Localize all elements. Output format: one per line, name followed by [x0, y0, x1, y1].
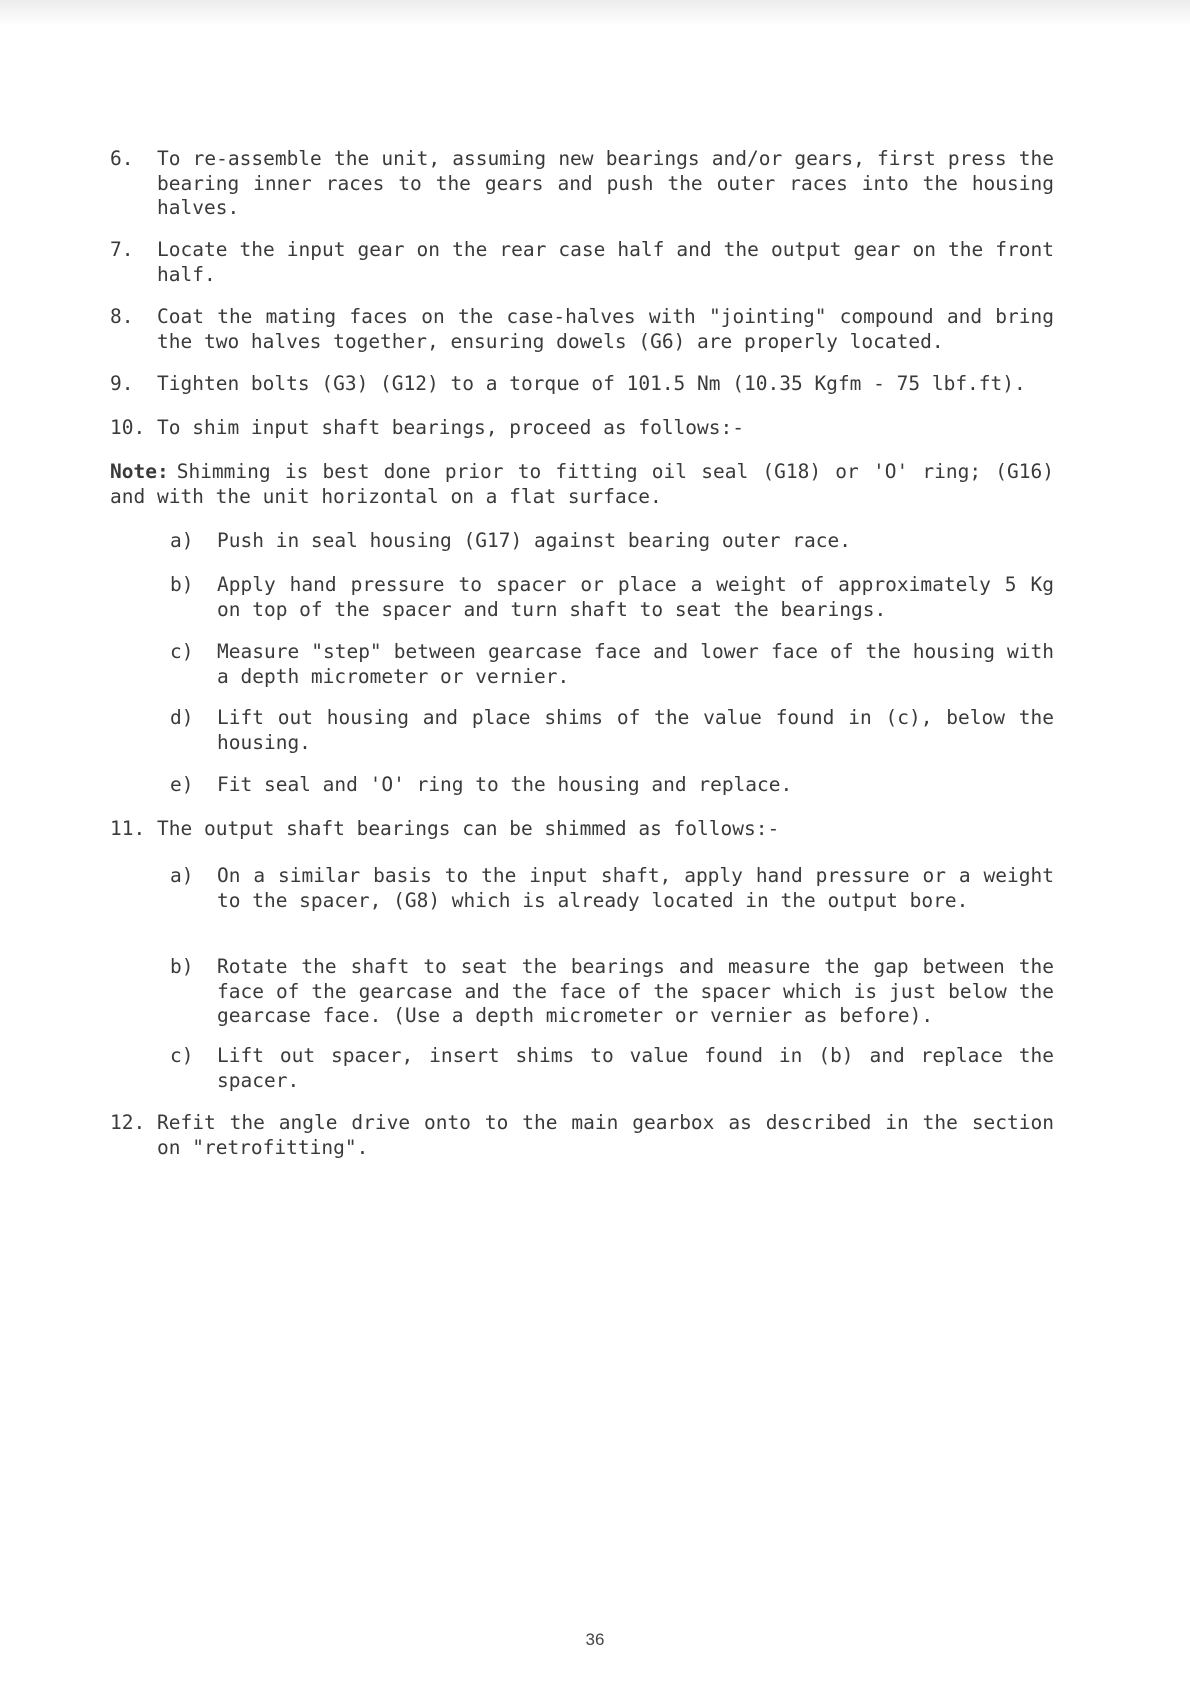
note-label: Note:	[110, 460, 169, 483]
sub-item-10a	[170, 529, 1054, 554]
item-number: 7.	[110, 238, 134, 261]
sub-item-letter: a)	[170, 864, 194, 887]
sub-item-11a	[170, 864, 1054, 913]
sub-item-text: Lift out spacer, insert shims to value found in (b) and replace the spacer.	[217, 1044, 1054, 1092]
sub-item-letter: a)	[170, 529, 194, 552]
item-text: The output shaft bearings can be shimmed as follows:-	[157, 817, 780, 840]
sub-item-letter: c)	[170, 1044, 194, 1067]
note-text: Shimming is best done prior to fitting oil seal (G18) or 'O' ring; (G16) and with the unit horizontal on a flat surface.	[110, 460, 1054, 508]
sub-item-letter: e)	[170, 773, 194, 796]
item-text: Refit the angle drive onto to the main gearbox as described in the section on "retrofitting".	[157, 1111, 1054, 1159]
list-item-12	[110, 1111, 1054, 1160]
item-number: 11.	[110, 817, 146, 840]
page-number: 36	[585, 1630, 605, 1649]
item-number: 6.	[110, 147, 134, 170]
item-number: 9.	[110, 372, 134, 395]
item-text: Coat the mating faces on the case-halves with "jointing" compound and bring the two halves together, ensuring dowels (G6) are properly located.	[157, 305, 1054, 353]
sub-item-letter: b)	[170, 573, 194, 596]
sub-item-text: On a similar basis to the input shaft, apply hand pressure or a weight to the spacer, (G8) which is already located in the output bore.	[217, 864, 1054, 912]
sub-item-11c	[170, 1044, 1054, 1093]
sub-item-text: Fit seal and 'O' ring to the housing and replace.	[217, 773, 793, 796]
item-text: To shim input shaft bearings, proceed as follows:-	[157, 416, 744, 439]
sub-item-10b	[170, 573, 1054, 622]
sub-item-letter: b)	[170, 955, 194, 978]
sub-item-11b	[170, 955, 1054, 1029]
list-item-11	[110, 817, 1054, 842]
list-item-7	[110, 238, 1054, 287]
sub-item-text: Apply hand pressure to spacer or place a weight of approximately 5 Kg on top of the spacer and turn shaft to seat the bearings.	[217, 573, 1054, 621]
sub-item-letter: c)	[170, 640, 194, 663]
list-item-10	[110, 416, 1054, 441]
sub-item-10c	[170, 640, 1054, 689]
sub-item-text: Measure "step" between gearcase face and lower face of the housing with a depth micrometer or vernier.	[217, 640, 1054, 688]
list-item-9	[110, 372, 1054, 397]
item-number: 8.	[110, 305, 134, 328]
list-item-6	[110, 147, 1054, 221]
scan-shadow	[0, 0, 1190, 26]
item-text: Tighten bolts (G3) (G12) to a torque of 101.5 Nm (10.35 Kgfm - 75 lbf.ft).	[157, 372, 1026, 395]
sub-item-10e	[170, 773, 1054, 798]
list-item-8	[110, 305, 1054, 354]
sub-item-10d	[170, 706, 1054, 755]
sub-item-text: Push in seal housing (G17) against bearing outer race.	[217, 529, 851, 552]
note-paragraph	[110, 460, 1054, 509]
item-text: To re-assemble the unit, assuming new bearings and/or gears, first press the bearing inner races to the gears and push the outer races into the housing halves.	[157, 147, 1054, 219]
item-number: 12.	[110, 1111, 146, 1134]
sub-item-text: Lift out housing and place shims of the value found in (c), below the housing.	[217, 706, 1054, 754]
item-number: 10.	[110, 416, 146, 439]
sub-item-letter: d)	[170, 706, 194, 729]
sub-item-text: Rotate the shaft to seat the bearings and measure the gap between the face of the gearcase and the face of the spacer which is just below the gearcase face. (Use a depth micrometer or vernier as before).	[217, 955, 1054, 1027]
item-text: Locate the input gear on the rear case half and the output gear on the front half.	[157, 238, 1054, 286]
